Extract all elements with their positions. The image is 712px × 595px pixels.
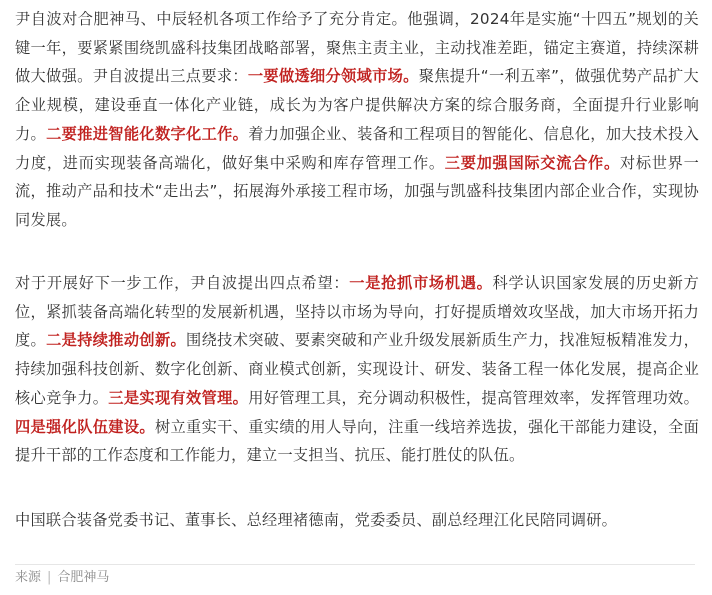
paragraph-requirements [15,5,699,235]
paragraph-text: 尹自波对合肥神马、中辰轻机各项工作给予了充分肯定。他强调，2024年是实施“十四五”规划的关键一年，要紧紧围绕凯盛科技集团战略部署，聚焦主责主业，主动找准差距，锚定主赛道，持续深耕做大做强。尹自波提出三点要求： [15,10,699,86]
paragraph-text: 着力加强企业、装备和工程项目的智能化、信息化，加大技术投入力度，进而实现装备高端化，做好集中采购和库存管理工作。 [15,124,700,172]
paragraph-text: 树立重实干、重实绩的用人导向，注重一线培养选拔，强化干部能力建设，全面提升干部的工作态度和工作能力，建立一支担当、抗压、能打胜仗的队伍。 [15,417,700,465]
paragraph-text: 对标世界一流，推动产品和技术“走出去”，拓展海外承接工程市场，加强与凯盛科技集团内部企业合作，实现协同发展。 [15,153,700,229]
highlight-hope-2: 二是持续推动创新。 [46,331,187,350]
paragraph-text: 对于开展好下一步工作，尹自波提出四点希望： [15,274,350,292]
highlight-requirement-2: 二要推进智能化数字化工作。 [46,124,249,143]
paragraph-hopes [15,269,699,470]
highlight-hope-1: 一是抢抓市场机遇。 [349,274,493,292]
highlight-hope-3: 三是实现有效管理。 [108,388,249,407]
highlight-hope-4: 四是强化队伍建设。 [15,417,155,436]
source-name: 合肥神马 [57,570,110,585]
source-separator: | [47,570,52,585]
highlight-requirement-3: 三要加强国际交流合作。 [444,153,620,172]
paragraph-text: 用好管理工具，充分调动积极性，提高管理效率，发挥管理功效。 [248,388,700,407]
paragraph-text: 围绕技术突破、要素突破和产业升级发展新质生产力，找准短板精准发力，持续加强科技创新、数字化创新、商业模式创新，实现设计、研发、装备工程一体化发展，提高企业核心竞争力。 [15,331,700,407]
source-divider [15,564,695,565]
paragraph-attendees: 中国联合装备党委书记、董事长、总经理褚德南，党委委员、副总经理江化民陪同调研。 [15,511,618,529]
paragraph-text: 科学认识国家发展的历史新方位，紧抓装备高端化转型的发展新机遇，坚持以市场为导向，打好提质增效攻坚战，加大市场开拓力度。 [15,274,700,350]
source-label: 来源 [15,570,42,585]
paragraph-text: 聚焦提升“一利五率”，做强优势产品扩大企业规模，建设垂直一体化产业链，成长为为客户提供解决方案的综合服务商，全面提升行业影响力。 [15,67,699,143]
highlight-requirement-1: 一要做透细分领域市场。 [247,67,419,86]
source-line [15,569,109,587]
